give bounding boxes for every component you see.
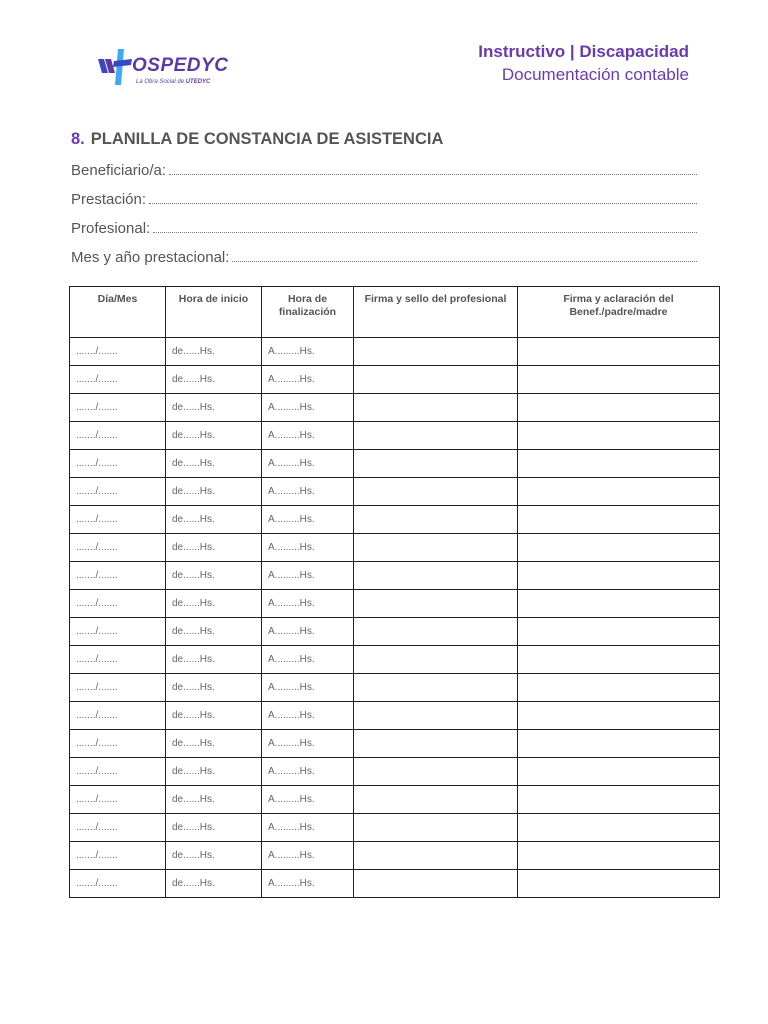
day-month-cell[interactable]: ......./....... xyxy=(70,646,166,674)
end-time-cell[interactable]: A.........Hs. xyxy=(262,842,354,870)
beneficiary-signature-cell[interactable] xyxy=(518,338,720,366)
col-header-start-time: Hora de inicio xyxy=(166,287,262,338)
professional-signature-cell[interactable] xyxy=(354,338,518,366)
professional-signature-cell[interactable] xyxy=(354,870,518,898)
beneficiary-field[interactable] xyxy=(71,162,697,179)
end-time-cell[interactable]: A.........Hs. xyxy=(262,618,354,646)
fill-line xyxy=(232,249,697,262)
section-heading xyxy=(71,130,443,149)
table-row xyxy=(70,366,720,394)
start-time-cell[interactable]: de......Hs. xyxy=(166,758,262,786)
professional-signature-cell[interactable] xyxy=(354,394,518,422)
professional-signature-cell[interactable] xyxy=(354,478,518,506)
table-row xyxy=(70,758,720,786)
professional-signature-cell[interactable] xyxy=(354,814,518,842)
beneficiary-signature-cell[interactable] xyxy=(518,702,720,730)
start-time-cell[interactable]: de......Hs. xyxy=(166,534,262,562)
professional-signature-cell[interactable] xyxy=(354,786,518,814)
day-month-cell[interactable]: ......./....... xyxy=(70,786,166,814)
end-time-cell[interactable]: A.........Hs. xyxy=(262,422,354,450)
day-month-cell[interactable]: ......./....... xyxy=(70,590,166,618)
day-month-cell[interactable]: ......./....... xyxy=(70,702,166,730)
table-header-row xyxy=(70,287,720,338)
col-header-end-time: Hora de finalización xyxy=(262,287,354,338)
professional-signature-cell[interactable] xyxy=(354,366,518,394)
professional-signature-cell[interactable] xyxy=(354,842,518,870)
end-time-cell[interactable]: A.........Hs. xyxy=(262,674,354,702)
beneficiary-signature-cell[interactable] xyxy=(518,366,720,394)
document-title: Instructivo | Discapacidad xyxy=(478,42,689,61)
start-time-cell[interactable]: de......Hs. xyxy=(166,506,262,534)
beneficiary-signature-cell[interactable] xyxy=(518,870,720,898)
professional-signature-cell[interactable] xyxy=(354,730,518,758)
day-month-cell[interactable]: ......./....... xyxy=(70,870,166,898)
professional-signature-cell[interactable] xyxy=(354,758,518,786)
beneficiary-signature-cell[interactable] xyxy=(518,422,720,450)
field-label: Mes y año prestacional: xyxy=(71,249,230,266)
table-row xyxy=(70,534,720,562)
col-header-day-month: Día/Mes xyxy=(70,287,166,338)
start-time-cell[interactable]: de......Hs. xyxy=(166,422,262,450)
table-body xyxy=(70,338,720,898)
start-time-cell[interactable]: de......Hs. xyxy=(166,842,262,870)
beneficiary-signature-cell[interactable] xyxy=(518,394,720,422)
professional-signature-cell[interactable] xyxy=(354,702,518,730)
day-month-cell[interactable]: ......./....... xyxy=(70,730,166,758)
table-row xyxy=(70,562,720,590)
month-year-field[interactable] xyxy=(71,249,697,266)
end-time-cell[interactable]: A.........Hs. xyxy=(262,646,354,674)
day-month-cell[interactable]: ......./....... xyxy=(70,562,166,590)
day-month-cell[interactable]: ......./....... xyxy=(70,842,166,870)
start-time-cell[interactable]: de......Hs. xyxy=(166,870,262,898)
professional-signature-cell[interactable] xyxy=(354,422,518,450)
start-time-cell[interactable]: de......Hs. xyxy=(166,646,262,674)
beneficiary-signature-cell[interactable] xyxy=(518,450,720,478)
start-time-cell[interactable]: de......Hs. xyxy=(166,450,262,478)
table-row xyxy=(70,646,720,674)
table-row xyxy=(70,702,720,730)
fill-line xyxy=(169,162,697,175)
day-month-cell[interactable]: ......./....... xyxy=(70,814,166,842)
fill-line xyxy=(153,220,697,233)
end-time-cell[interactable]: A.........Hs. xyxy=(262,730,354,758)
professional-signature-cell[interactable] xyxy=(354,590,518,618)
end-time-cell[interactable]: A.........Hs. xyxy=(262,506,354,534)
table-row xyxy=(70,590,720,618)
end-time-cell[interactable]: A.........Hs. xyxy=(262,590,354,618)
beneficiary-signature-cell[interactable] xyxy=(518,590,720,618)
day-month-cell[interactable]: ......./....... xyxy=(70,534,166,562)
beneficiary-signature-cell[interactable] xyxy=(518,478,720,506)
end-time-cell[interactable]: A.........Hs. xyxy=(262,758,354,786)
end-time-cell[interactable]: A.........Hs. xyxy=(262,534,354,562)
table-row xyxy=(70,814,720,842)
ospedyc-logo xyxy=(94,47,244,91)
professional-signature-cell[interactable] xyxy=(354,534,518,562)
day-month-cell[interactable]: ......./....... xyxy=(70,478,166,506)
day-month-cell[interactable]: ......./....... xyxy=(70,394,166,422)
day-month-cell[interactable]: ......./....... xyxy=(70,338,166,366)
table-row xyxy=(70,422,720,450)
start-time-cell[interactable]: de......Hs. xyxy=(166,478,262,506)
table-row xyxy=(70,786,720,814)
beneficiary-signature-cell[interactable] xyxy=(518,730,720,758)
beneficiary-signature-cell[interactable] xyxy=(518,506,720,534)
field-label: Profesional: xyxy=(71,220,151,237)
table-row xyxy=(70,338,720,366)
table-row xyxy=(70,618,720,646)
beneficiary-signature-cell[interactable] xyxy=(518,786,720,814)
start-time-cell[interactable]: de......Hs. xyxy=(166,618,262,646)
section-title: PLANILLA DE CONSTANCIA DE ASISTENCIA xyxy=(90,130,444,148)
professional-field[interactable] xyxy=(71,220,697,237)
end-time-cell[interactable]: A.........Hs. xyxy=(262,562,354,590)
beneficiary-signature-cell[interactable] xyxy=(518,842,720,870)
beneficiary-signature-cell[interactable] xyxy=(518,646,720,674)
day-month-cell[interactable]: ......./....... xyxy=(70,422,166,450)
end-time-cell[interactable]: A.........Hs. xyxy=(262,870,354,898)
table-row xyxy=(70,870,720,898)
table-row xyxy=(70,394,720,422)
professional-signature-cell[interactable] xyxy=(354,646,518,674)
professional-signature-cell[interactable] xyxy=(354,506,518,534)
end-time-cell[interactable]: A.........Hs. xyxy=(262,366,354,394)
field-label: Beneficiario/a: xyxy=(71,162,167,179)
beneficiary-signature-cell[interactable] xyxy=(518,618,720,646)
start-time-cell[interactable]: de......Hs. xyxy=(166,562,262,590)
end-time-cell[interactable]: A.........Hs. xyxy=(262,338,354,366)
beneficiary-signature-cell[interactable] xyxy=(518,758,720,786)
day-month-cell[interactable]: ......./....... xyxy=(70,450,166,478)
document-subtitle: Documentación contable xyxy=(501,65,689,84)
professional-signature-cell[interactable] xyxy=(354,618,518,646)
section-number: 8. xyxy=(71,130,85,148)
beneficiary-signature-cell[interactable] xyxy=(518,534,720,562)
beneficiary-signature-cell[interactable] xyxy=(518,562,720,590)
day-month-cell[interactable]: ......./....... xyxy=(70,366,166,394)
day-month-cell[interactable]: ......./....... xyxy=(70,618,166,646)
beneficiary-signature-cell[interactable] xyxy=(518,674,720,702)
document-header xyxy=(478,42,689,85)
table-row xyxy=(70,478,720,506)
start-time-cell[interactable]: de......Hs. xyxy=(166,786,262,814)
start-time-cell[interactable]: de......Hs. xyxy=(166,338,262,366)
end-time-cell[interactable]: A.........Hs. xyxy=(262,450,354,478)
col-header-beneficiary-signature: Firma y aclaración del Benef./padre/madre xyxy=(518,287,720,338)
col-header-professional-signature: Firma y sello del profesional xyxy=(354,287,518,338)
table-row xyxy=(70,842,720,870)
day-month-cell[interactable]: ......./....... xyxy=(70,506,166,534)
start-time-cell[interactable]: de......Hs. xyxy=(166,702,262,730)
logo-tagline: La Obra Social de UTEDYC xyxy=(136,79,211,85)
service-field[interactable] xyxy=(71,191,697,208)
end-time-cell[interactable]: A.........Hs. xyxy=(262,478,354,506)
professional-signature-cell[interactable] xyxy=(354,450,518,478)
start-time-cell[interactable]: de......Hs. xyxy=(166,394,262,422)
table-row xyxy=(70,450,720,478)
start-time-cell[interactable]: de......Hs. xyxy=(166,674,262,702)
professional-signature-cell[interactable] xyxy=(354,674,518,702)
table-row xyxy=(70,730,720,758)
start-time-cell[interactable]: de......Hs. xyxy=(166,814,262,842)
table-row xyxy=(70,674,720,702)
fill-line xyxy=(149,191,697,204)
attendance-table xyxy=(69,286,720,898)
day-month-cell[interactable]: ......./....... xyxy=(70,674,166,702)
end-time-cell[interactable]: A.........Hs. xyxy=(262,702,354,730)
ospedyc-cross-icon xyxy=(94,47,134,87)
end-time-cell[interactable]: A.........Hs. xyxy=(262,394,354,422)
end-time-cell[interactable]: A.........Hs. xyxy=(262,786,354,814)
professional-signature-cell[interactable] xyxy=(354,562,518,590)
field-label: Prestación: xyxy=(71,191,147,208)
end-time-cell[interactable]: A.........Hs. xyxy=(262,814,354,842)
start-time-cell[interactable]: de......Hs. xyxy=(166,590,262,618)
day-month-cell[interactable]: ......./....... xyxy=(70,758,166,786)
logo-name: OSPEDYC xyxy=(132,55,229,76)
start-time-cell[interactable]: de......Hs. xyxy=(166,730,262,758)
beneficiary-signature-cell[interactable] xyxy=(518,814,720,842)
start-time-cell[interactable]: de......Hs. xyxy=(166,366,262,394)
table-row xyxy=(70,506,720,534)
